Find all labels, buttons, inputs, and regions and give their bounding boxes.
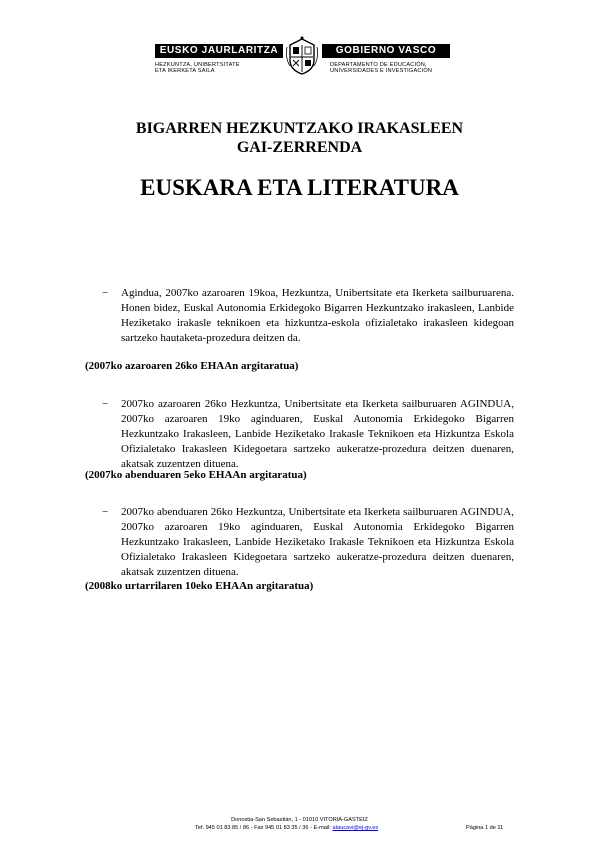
publication-note: (2007ko abenduaren 5eko EHAAn argitaratua) [85,469,307,481]
subject-title: EUSKARA ETA LITERATURA [140,175,459,200]
page-number: Página 1 de 11 [466,825,504,831]
department-spanish-label [330,62,450,75]
list-item [104,505,514,580]
footer-email-link[interactable]: ataucavi@ej-gv.es [332,825,379,831]
department-basque-line-2: ETA IKERKETA SAILA [155,68,215,75]
publication-note: (2008ko urtarrilaren 10eko EHAAn argitaratua) [85,580,314,592]
entry-text: 2007ko azaroaren 26ko Hezkuntza, Unibertsitate eta Ikerketa sailburuaren AGINDUA, 2007ko azaroaren 19ko aginduaren, Euskal Autonomia Erkidegoko Bigarren Hezkuntzako Irakasleen, Lanbide Heziketako Irakasle Teknikoen eta Hizkuntza Eskola Ofizialetako Irakasleen Kidegoetara sartzeko aukeratze-prozedura deitzen duenaren, akatsak zuzentzen dituena. [121,398,514,470]
department-spanish-line-1: DEPARTAMENTO DE EDUCACIÓN, [330,62,427,68]
document-title-line-1: BIGARREN HEZKUNTZAKO IRAKASLEEN [135,120,464,137]
footer-contact [195,824,435,832]
publication-note: (2007ko azaroaren 26ko EHAAn argitaratua) [85,360,299,372]
footer-address: Donostia-San Sebastián, 1 - 01010 VITORIA-GASTEIZ [231,817,368,823]
eusko-jaurlaritza-label: EUSKO JAURLARITZA [155,44,283,58]
department-basque-label [155,62,283,75]
document-title-line-2: GAI-ZERRENDA [236,139,363,156]
gobierno-vasco-label: GOBIERNO VASCO [322,44,450,58]
list-item [104,397,514,472]
basque-government-crest-icon [284,36,320,76]
entry-text: Agindua, 2007ko azaroaren 19koa, Hezkuntza, Unibertsitate eta Ikerketa sailburuarena. Honen bidez, Euskal Autonomia Erkidegoko Bigarren Hezkuntzako irakasleen, Lanbide Heziketako irakasle teknikoen eta hizkuntza-eskola ofizialetako irakasleen kidegoan sartzeko hautaketa-prozedura deitzen da. [121,287,514,344]
dash-bullet: − [102,506,109,518]
list-item [104,286,514,346]
dash-bullet: − [102,287,109,299]
government-header [150,36,450,100]
dash-bullet: − [102,398,109,410]
footer-contact-text: Tef. 945 01 83 85 / 86 - Fax 945 01 83 35 / 36 - E-mail: [195,825,331,831]
department-spanish-line-2: UNIVERSIDADES E INVESTIGACIÓN [330,68,433,75]
department-basque-line-1: HEZKUNTZA, UNIBERTSITATE [155,62,240,68]
entry-text: 2007ko abenduaren 26ko Hezkuntza, Unibertsitate eta Ikerketa sailburuaren AGINDUA, 2007ko azaroaren 19ko aginduaren, Euskal Autonomia Erkidegoko Bigarren Hezkuntzako Irakasleen, Lanbide Heziketako Irakasle Teknikoen eta Hizkuntza Eskola Ofizialetako Irakasleen Kidegoetara sartzeko aukeratze-prozedura deitzen duenaren, akatsak zuzentzen dituena. [121,506,514,578]
